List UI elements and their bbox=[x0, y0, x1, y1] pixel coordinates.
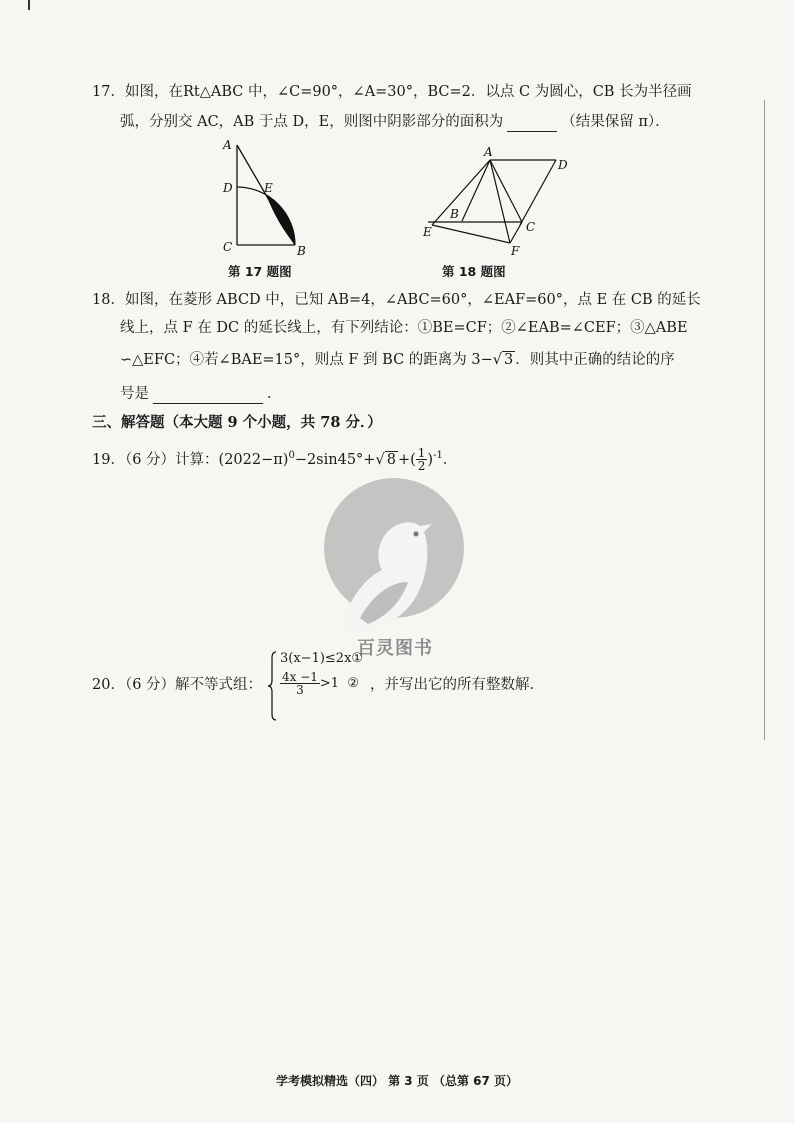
q17-label-d: D bbox=[223, 181, 233, 195]
q20-fraction bbox=[280, 671, 320, 696]
q18-label-c: C bbox=[526, 220, 536, 234]
q18-label-d: D bbox=[558, 158, 568, 172]
q19-expression bbox=[92, 446, 457, 472]
q18-label-e: E bbox=[423, 225, 432, 239]
q17-label-b: B bbox=[297, 244, 306, 258]
q18-line1: 18．如图，在菱形 ABCD 中，已知 AB=4，∠ABC=60°，∠EAF=60°，点 E 在 CB 的延长 bbox=[92, 292, 701, 308]
inequality-1: 3(x−1)≤2x① bbox=[280, 651, 364, 666]
q17-figure bbox=[215, 135, 325, 265]
sqrt-sign: √ bbox=[492, 352, 503, 368]
q19-end: ． bbox=[442, 451, 458, 468]
q17-label-e: E bbox=[264, 181, 273, 195]
q17-figure-caption: 第 17 题图 bbox=[228, 264, 292, 279]
q18-line4-suffix: ． bbox=[267, 386, 282, 402]
q19-close: ) bbox=[427, 451, 434, 468]
q17-line2-text: 弧，分别交 AC，AB 于点 D，E，则图中阴影部分的面积为 bbox=[120, 114, 504, 130]
q17-line2-suffix: （结果保留 π）． bbox=[561, 114, 670, 130]
q18-line3 bbox=[120, 350, 675, 370]
q19-exp1: -1 bbox=[433, 450, 443, 461]
q19-sqrt-radicand: 8 bbox=[386, 451, 396, 468]
q19-frac-num: 1 bbox=[417, 446, 426, 461]
publisher-watermark-logo bbox=[320, 478, 470, 660]
q18-figure-caption: 第 18 题图 bbox=[442, 264, 506, 279]
q18-line4-text: 号是 bbox=[120, 386, 149, 402]
inequality-system bbox=[280, 651, 363, 696]
inequality-2 bbox=[280, 671, 363, 696]
q19-frac-den: 2 bbox=[417, 459, 426, 474]
section-heading: 三、解答题（本大题 9 个小题，共 78 分．） bbox=[92, 414, 382, 431]
q18-label-f: F bbox=[511, 244, 520, 258]
q20-relation: >1 bbox=[319, 676, 340, 691]
q19-exp0: 0 bbox=[288, 450, 295, 461]
sqrt-sign: √ bbox=[375, 451, 385, 468]
q17-label-a: A bbox=[223, 138, 232, 152]
watermark-text: 百灵图书 bbox=[357, 638, 433, 659]
q17-line1: 17．如图，在Rt△ABC 中，∠C=90°，∠A=30°，BC=2．以点 C 为圆心，CB 长为半径画 bbox=[92, 84, 692, 100]
q18-label-b: B bbox=[450, 207, 459, 221]
q20-suffix: ，并写出它的所有整数解． bbox=[370, 677, 544, 693]
q17-answer-blank[interactable] bbox=[507, 115, 557, 132]
q19-mid: −2sin45°+ bbox=[294, 451, 376, 468]
system-brace bbox=[268, 650, 278, 722]
q18-line4 bbox=[120, 384, 282, 404]
q18-line2: 线上，点 F 在 DC 的延长线上，有下列结论：①BE=CF；②∠EAB=∠CEF；③△ABE bbox=[120, 320, 688, 336]
q20-frac-num: 4x −1 bbox=[282, 670, 318, 684]
q17-line2 bbox=[120, 112, 670, 132]
page-footer: 学考模拟精选（四） 第 3 页 （总第 67 页） bbox=[275, 1074, 519, 1088]
q19-plus: +( bbox=[397, 451, 416, 468]
q18-line3-text: ∽△EFC；④若∠BAE=15°，则点 F 到 BC 的距离为 3− bbox=[120, 352, 493, 368]
q20-frac-den: 3 bbox=[296, 683, 304, 697]
q19-fraction bbox=[416, 447, 428, 472]
q18-line3-suffix: ．则其中正确的结论的序 bbox=[515, 352, 675, 368]
q20-prefix: 20．（6 分）解不等式组： bbox=[92, 677, 263, 693]
scan-edge-mark bbox=[28, 0, 30, 10]
q20-mark: ② bbox=[347, 676, 359, 691]
q17-label-c: C bbox=[223, 240, 233, 254]
q18-answer-blank[interactable] bbox=[153, 387, 263, 404]
q18-figure bbox=[418, 145, 588, 260]
scan-edge-shadow bbox=[764, 100, 765, 740]
q19-prefix: 19．（6 分）计算：(2022−π) bbox=[92, 451, 289, 468]
q18-sqrt-radicand: 3 bbox=[504, 352, 514, 368]
q18-label-a: A bbox=[484, 145, 493, 159]
